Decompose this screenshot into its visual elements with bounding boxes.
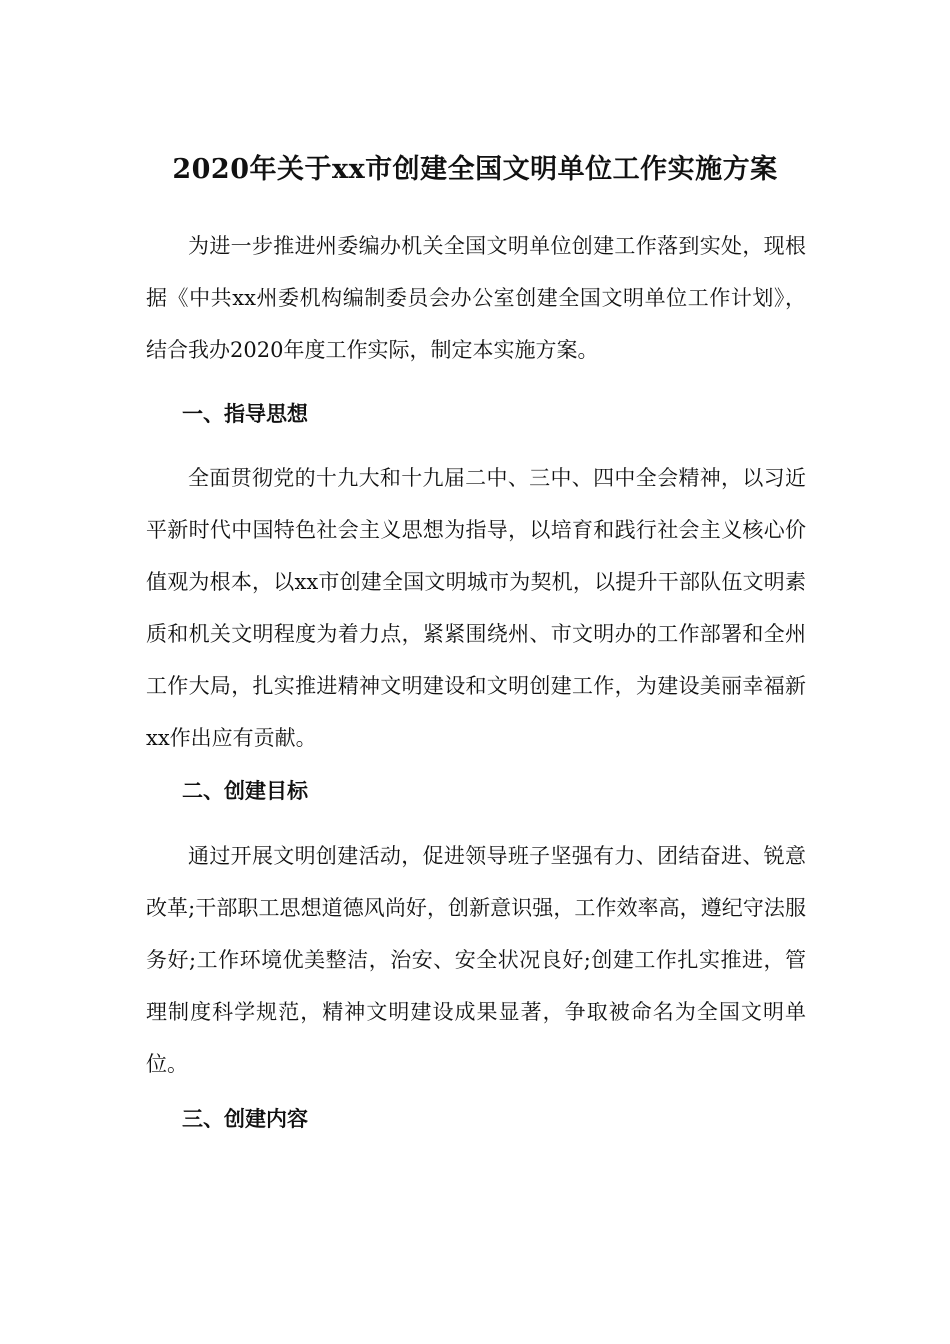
section-heading-guiding-ideology: 一、指导思想 xyxy=(182,401,308,426)
intro-paragraph: 为进一步推进州委编办机关全国文明单位创建工作落到实处，现根据《中共xx州委机构编制委员会办公室创建全国文明单位工作计划》，结合我办2020年度工作实际，制定本实施方案。 xyxy=(146,234,806,362)
section-body-goals: 通过开展文明创建活动，促进领导班子坚强有力、团结奋进、锐意改革;干部职工思想道德风尚好，创新意识强，工作效率高，遵纪守法服务好;工作环境优美整洁，治安、安全状况良好;创建工作扎实推进，管理制度科学规范，精神文明建设成果显著，争取被命名为全国文明单位。 xyxy=(146,844,806,1076)
section-heading-content: 三、创建内容 xyxy=(182,1106,308,1131)
document-title: 2020年关于xx市创建全国文明单位工作实施方案 xyxy=(172,154,778,186)
section-body-guiding-ideology: 全面贯彻党的十九大和十九届二中、三中、四中全会精神，以习近平新时代中国特色社会主义思想为指导，以培育和践行社会主义核心价值观为根本，以xx市创建全国文明城市为契机，以提升干部队伍文明素质和机关文明程度为着力点，紧紧围绕州、市文明办的工作部署和全州工作大局，扎实推进精神文明建设和文明创建工作，为建设美丽幸福新xx作出应有贡献。 xyxy=(146,466,806,750)
section-heading-goals: 二、创建目标 xyxy=(182,778,308,803)
